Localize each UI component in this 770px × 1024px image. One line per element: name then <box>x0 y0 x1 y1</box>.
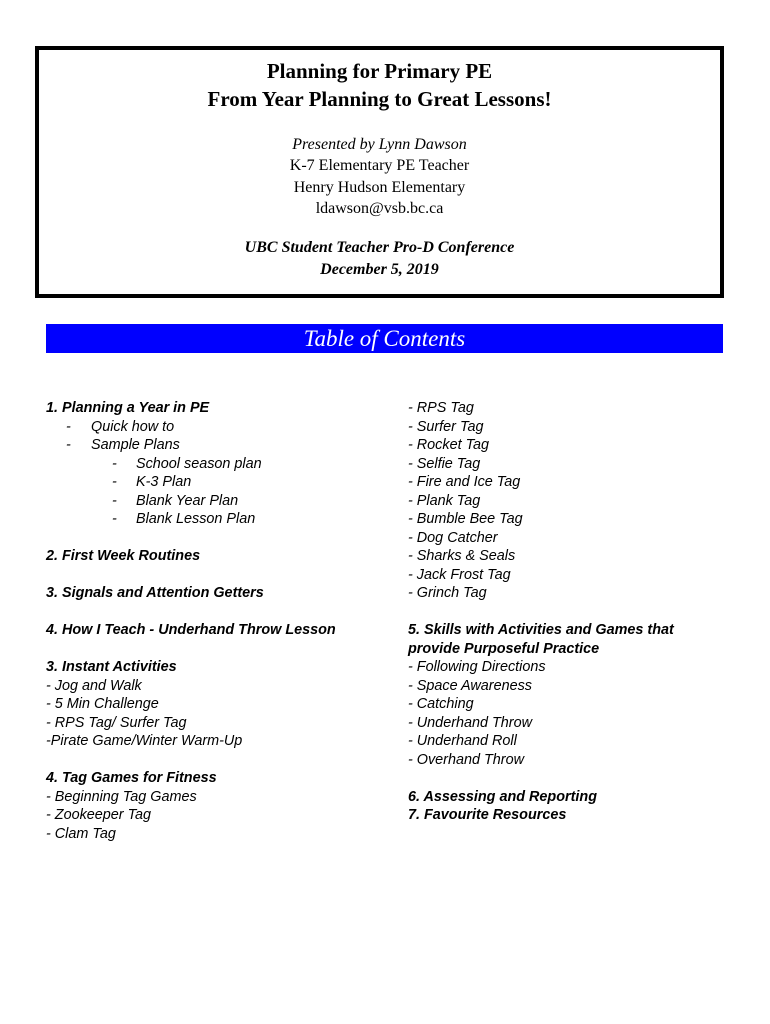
toc-item: - Beginning Tag Games <box>46 788 197 805</box>
toc-section-skills-cont: provide Purposeful Practice <box>408 640 600 657</box>
toc-subitem: - K-3 Plan <box>112 474 192 490</box>
toc-section-planning: 1. Planning a Year in PE <box>46 400 210 416</box>
toc-section-first-week: 2. First Week Routines <box>46 548 201 564</box>
toc-subitem: - School season plan <box>112 455 262 472</box>
toc-item: - Overhand Throw <box>408 751 524 768</box>
presenter-role: K-7 Elementary PE Teacher <box>289 157 470 174</box>
presenter-line: Presented by Lynn Dawson <box>292 136 467 153</box>
toc-item: - Jack Frost Tag <box>408 566 511 583</box>
toc-item: - Plank Tag <box>408 492 481 509</box>
toc-section-assessing: 6. Assessing and Reporting <box>408 788 597 805</box>
toc-section-resources: 7. Favourite Resources <box>408 807 567 823</box>
toc-item: - RPS Tag <box>408 400 474 416</box>
toc-item: - Quick how to <box>66 418 175 435</box>
toc-item: - Dog Catcher <box>408 529 498 546</box>
toc-section-how-i-teach: 4. How I Teach - Underhand Throw Lesson <box>46 622 336 638</box>
toc-subitem: - Blank Lesson Plan <box>112 511 256 527</box>
toc-right-column <box>408 399 728 825</box>
toc-item: - Selfie Tag <box>408 455 481 472</box>
title-box <box>35 46 724 298</box>
toc-item: - RPS Tag/ Surfer Tag <box>46 714 187 731</box>
toc-section-skills: 5. Skills with Activities and Games that <box>408 622 674 638</box>
toc-item: - Zookeeper Tag <box>46 807 152 823</box>
toc-item: - Sample Plans <box>66 437 180 453</box>
document-subtitle: From Year Planning to Great Lessons! <box>207 87 552 111</box>
toc-item: - Bumble Bee Tag <box>408 511 523 527</box>
toc-item: - Grinch Tag <box>408 585 487 601</box>
toc-item: - Jog and Walk <box>46 677 142 694</box>
toc-item: -Pirate Game/Winter Warm-Up <box>46 733 243 749</box>
toc-item: - Underhand Roll <box>408 733 517 749</box>
toc-item: - Space Awareness <box>408 677 532 694</box>
toc-item: - Fire and Ice Tag <box>408 474 521 490</box>
toc-item: - Clam Tag <box>46 825 116 842</box>
toc-section-signals: 3. Signals and Attention Getters <box>46 585 264 601</box>
toc-item: - Surfer Tag <box>408 418 484 435</box>
toc-left-column <box>46 399 386 843</box>
conference-date: December 5, 2019 <box>320 261 439 278</box>
document-title: Planning for Primary PE <box>266 59 493 83</box>
toc-item: - Sharks & Seals <box>408 548 516 564</box>
toc-section-instant-activities: 3. Instant Activities <box>46 659 177 675</box>
conference-name: UBC Student Teacher Pro-D Conference <box>244 239 515 256</box>
toc-item: - Following Directions <box>408 659 546 675</box>
toc-subitem: - Blank Year Plan <box>112 492 239 509</box>
toc-item: - Catching <box>408 696 474 712</box>
toc-item: - Underhand Throw <box>408 714 532 731</box>
toc-heading: Table of Contents <box>46 324 723 353</box>
presenter-email[interactable]: ldawson@vsb.bc.ca <box>315 200 444 217</box>
toc-item: - 5 Min Challenge <box>46 696 159 712</box>
toc-item: - Rocket Tag <box>408 437 490 453</box>
presenter-school: Henry Hudson Elementary <box>293 179 466 196</box>
toc-section-tag-games: 4. Tag Games for Fitness <box>46 770 217 786</box>
